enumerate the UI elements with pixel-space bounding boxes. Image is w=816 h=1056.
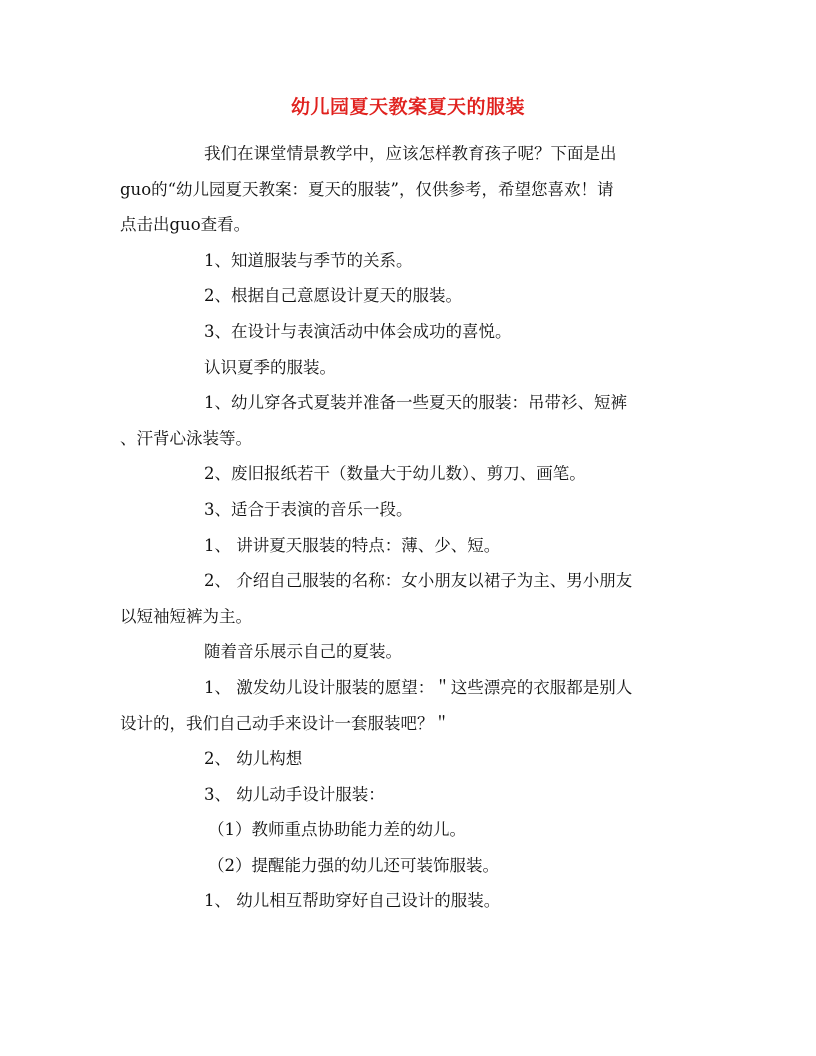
prep-heading: 认识夏季的服装。: [204, 357, 336, 377]
prep-item-2: 2、废旧报纸若干（数量大于幼儿数）、剪刀、画笔。: [204, 464, 586, 484]
intro-paragraph: [120, 136, 700, 243]
prep-item-1-line-2: 、汗背心泳装等。: [120, 428, 252, 448]
design-sub-item-1: （1）教师重点协助能力差的幼儿。: [208, 820, 466, 840]
goal-item-3: 3、在设计与表演活动中体会成功的喜悦。: [204, 321, 512, 341]
design-item-2: 2、 幼儿构想: [204, 749, 303, 769]
talk-item-2-line-1: 2、 介绍自己服装的名称：女小朋友以裙子为主、男小朋友: [204, 571, 633, 591]
final-item: 1、 幼儿相互帮助穿好自己设计的服装。: [204, 891, 501, 911]
intro-line-3: 点击出guo查看。: [120, 215, 251, 235]
intro-line-1: 我们在课堂情景教学中，应该怎样教育孩子呢？下面是出: [204, 144, 617, 163]
document-body: [120, 136, 700, 919]
design-sub-item-2: （2）提醒能力强的幼儿还可装饰服装。: [208, 855, 499, 875]
goal-item-2: 2、根据自己意愿设计夏天的服装。: [204, 286, 462, 306]
goal-item-1: 1、知道服装与季节的关系。: [204, 250, 413, 270]
talk-item-1: 1、 讲讲夏天服装的特点：薄、少、短。: [204, 535, 501, 555]
design-item-1-line-1: 1、 激发幼儿设计服装的愿望：＂这些漂亮的衣服都是别人: [204, 677, 633, 697]
design-item-1: [120, 670, 700, 741]
talk-item-2-line-2: 以短袖短裤为主。: [120, 606, 252, 626]
design-item-3: 3、 幼儿动手设计服装：: [204, 784, 385, 804]
prep-item-1: [120, 385, 700, 456]
prep-item-1-line-1: 1、幼儿穿各式夏装并准备一些夏天的服装：吊带衫、短裤: [204, 393, 627, 413]
document-title: 幼儿园夏天教案夏天的服装: [290, 96, 525, 118]
intro-line-2: guo的“幼儿园夏天教案：夏天的服装”，仅供参考，希望您喜欢！请: [120, 179, 614, 199]
talk-item-2: [120, 563, 700, 634]
show-heading: 随着音乐展示自己的夏装。: [204, 642, 402, 662]
design-item-1-line-2: 设计的，我们自己动手来设计一套服装吧？＂: [120, 713, 450, 733]
prep-item-3: 3、适合于表演的音乐一段。: [204, 499, 413, 519]
